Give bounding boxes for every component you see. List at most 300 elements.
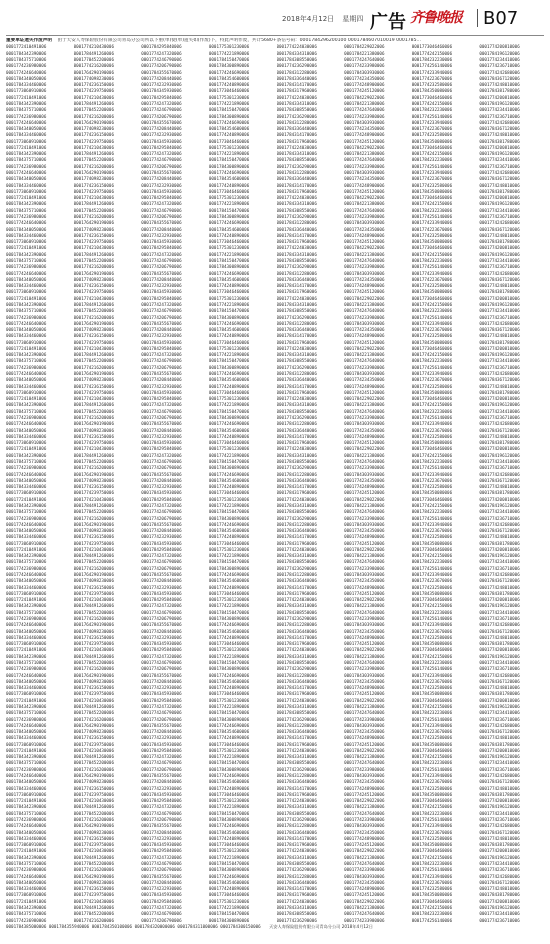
ticket-number: 0001784336440006 [276,176,317,182]
ticket-number: 0001784334310006 [276,502,317,508]
ticket-number: 0001774248900006 [344,785,385,791]
ticket-number: 0001774232930006 [141,232,182,238]
ticket-number: 0001774232930006 [141,685,182,691]
ticket-number: 0001784232230006 [411,710,453,716]
ticket-number: 0001784221380006 [344,452,385,458]
ticket-number: 0001774247320006 [141,653,182,659]
ticket-number: 0001774232930006 [141,132,182,138]
ticket-number: 0001772410491006 [6,94,47,100]
ticket-number: 0001784350080006 [411,590,453,596]
ticket-number: 0001774233980006 [344,264,385,270]
ticket-number: 0001774239750006 [73,590,114,596]
ticket-number: 0001784355670006 [141,119,182,125]
ticket-number: 0001775301230006 [208,195,250,201]
ticket-number: 0001774246690006 [208,421,250,427]
ticket-number: 0001774216200006 [73,917,114,923]
ticket-number: 0001784312280006 [276,773,317,779]
ticket-number: 0001774233940006 [411,69,453,75]
ticket-number: 0001784229022006 [344,396,385,402]
ticket-number: 0001774248010006 [479,785,520,791]
ticket-number: 0001774236150006 [73,584,114,590]
ticket-number: 0001784491260006 [73,653,114,659]
ticket-number: 0001774200810006 [479,195,520,201]
ticket-number: 0001784317960006 [276,641,317,647]
ticket-number: 0001784314170006 [276,584,317,590]
ticket-number: 0001774248900006 [344,433,385,439]
ticket-number: 0001774245120006 [344,389,385,395]
ticket-number: 0001774206790006 [141,264,182,270]
ticket-number: 0001784345930006 [141,389,182,395]
ticket-number: 0001784314170006 [276,182,317,188]
ticket-number: 0001773046460006 [411,496,453,502]
ticket-number: 0001784342390006 [6,754,47,760]
ticket-number: 0001784491260006 [73,251,114,257]
ticket-number: 0001784317960006 [276,188,317,194]
ticket-number: 0001774098230006 [73,779,114,785]
ticket-number: 0001774246790006 [141,710,182,716]
ticket-number: 0001774248010006 [479,835,520,841]
ticket-number: 0001784491260006 [73,151,114,157]
ticket-number: 0001784196120006 [479,352,520,358]
ticket-number: 0001774236290006 [276,465,317,471]
ticket-number: 0001774216200006 [73,867,114,873]
ticket-number: 0001774236710006 [479,716,520,722]
ticket-number: 0001774236710006 [479,616,520,621]
ticket-number: 0001784342390006 [6,352,47,358]
ticket-number: 0001784314170006 [276,333,317,339]
ticket-number: 0001773046460006 [411,798,453,804]
ticket-number: 0001774234350006 [344,528,385,534]
ticket-number: 0001774223670006 [411,377,453,383]
ticket-number: 0001784342390006 [6,452,47,458]
ticket-number: 0001784336440006 [276,477,317,483]
ticket-number: 0001774210430006 [73,496,114,502]
ticket-number: 0001774248900006 [344,484,385,490]
ticket-number: 0001770452200006 [73,308,114,314]
ticket-number: 0001784334460006 [6,283,47,289]
ticket-number: 0001774245120006 [344,892,385,898]
ticket-number: 0001774240890006 [208,634,250,640]
ticket-number: 0001773046460006 [411,295,453,301]
ticket-number: 0001774234410006 [479,157,520,163]
ticket-number: 0001774234350006 [344,578,385,584]
ticket-number: 0001774236290006 [276,515,317,521]
ticket-number: 0001774247320006 [141,402,182,408]
ticket-number: 0001774208440006 [141,427,182,433]
ticket-number: 0001772410491006 [6,546,47,552]
ticket-number-grid [6,44,544,923]
ticket-number: 0001774236290006 [276,214,317,219]
ticket-number: 0001784308550006 [276,710,317,716]
ticket-number: 0001774234410006 [479,760,520,766]
ticket-number: 0001774221890006 [208,754,250,760]
ticket-number: 0001784308550006 [276,408,317,414]
ticket-number: 0001774098230006 [73,729,114,735]
ticket-number: 0001784229022006 [344,647,385,653]
ticket-number: 0001784345930006 [141,691,182,697]
ticket-number: 0001784308550006 [276,308,317,314]
notice-intro: 由于天安人寿保险股份有限公司青岛分公司所以下重(单)使(单)遗失如(作废)下，特此声明作废，共计5680+条信号码：0001784296200100 0001784607010019 0001785... [57,38,421,43]
ticket-number: 0001770452200006 [73,659,114,665]
newspaper-logo: 齐鲁晚报 [410,10,462,26]
ticket-number: 0001773046460006 [411,747,453,753]
ticket-number: 0001774210430006 [73,898,114,904]
ticket-number: 0001774233940006 [411,773,453,779]
ticket-number: 0001774246640006 [6,320,47,326]
ticket-number: 0001774221890006 [208,201,250,207]
ticket-number: 0001774216200006 [73,465,114,471]
ticket-number: 0001774246690006 [208,119,250,125]
ticket-number: 0001774245120006 [344,88,385,94]
ticket-number: 0001784303930006 [344,471,385,477]
ticket-number: 0001784196120006 [479,50,520,56]
ticket-number: 0001784221380006 [344,50,385,56]
ticket-number: 0001774098230006 [73,75,114,81]
ticket-number: 0001774200810006 [479,94,520,100]
ticket-number: 0001774223670006 [411,729,453,735]
ticket-number: 0001774236150006 [73,333,114,339]
ticket-number: 0001774236980006 [6,917,47,923]
ticket-number: 0001784381780006 [479,88,520,94]
ticket-number: 0001784303930006 [344,170,385,176]
ticket-number: 0001774200810006 [479,496,520,502]
ticket-number: 0001774245120006 [344,741,385,747]
ticket-number: 0001774221890006 [208,703,250,709]
ticket-number: 0001774247320006 [141,50,182,56]
ticket-number: 0001773060910006 [6,188,47,194]
date-text: 2018年4月12日 [282,15,335,23]
ticket-number: 0001770452200006 [73,559,114,565]
ticket-number: 0001784150470006 [208,56,250,62]
ticket-number: 0001774247640006 [344,308,385,314]
ticket-number: 0001784221380006 [344,301,385,307]
ticket-number: 0001774232930006 [141,484,182,490]
ticket-number: 0001764290190006 [73,220,114,226]
ticket-number: 0001784342390006 [6,904,47,910]
ticket-number: 0001784354600006 [208,628,250,634]
ticket-number: 0001774232580006 [411,484,453,490]
ticket-number: 0001774232580006 [411,886,453,892]
page-header [0,0,550,36]
ticket-number: 0001774246640006 [6,69,47,75]
ticket-number: 0001774245120006 [344,188,385,194]
ticket-number: 0001774242150006 [411,804,453,810]
ticket-number: 0001774232580006 [411,685,453,691]
ticket-number: 0001774224030006 [276,44,317,50]
ticket-number: 0001774239750006 [73,289,114,295]
ticket-number: 0001784334460006 [6,584,47,590]
ticket-number: 0001784345930006 [141,239,182,245]
ticket-number: 0001774236150006 [73,82,114,88]
ticket-number: 0001774240890006 [208,232,250,238]
ticket-number: 0001774247640006 [344,207,385,213]
ticket-number: 0001774247640006 [344,358,385,364]
ticket-number: 0001764290190006 [73,69,114,75]
ticket-number: 0001784232230006 [411,207,453,213]
ticket-number: 0001784314170006 [276,785,317,791]
ticket-number: 0001784317960006 [276,540,317,546]
ticket-number: 0001774239750006 [73,440,114,446]
ticket-number: 0001784367120006 [479,779,520,785]
ticket-number: 0001774234410006 [479,710,520,716]
ticket-number: 0001784336440006 [276,75,317,81]
ticket-number: 0001774210430006 [73,245,114,251]
ticket-number: 0001784334460006 [6,685,47,691]
ticket-number: 0001774232930006 [141,383,182,389]
ticket-number: 0001774208440006 [141,377,182,383]
ticket-number: 0001784312280006 [276,270,317,276]
ticket-number: 0001784375710006 [6,710,47,716]
ticket-number: 0001772410491006 [6,747,47,753]
ticket-number: 0001784334460006 [6,886,47,892]
ticket-number: 0001774246640006 [6,220,47,226]
ticket-number: 0001774239750006 [73,691,114,697]
ticket-number: 0001774098230006 [73,377,114,383]
ticket-number: 0001784491260006 [73,703,114,709]
ticket-number: 0001774248900006 [344,232,385,238]
ticket-number: 0001774232930006 [141,735,182,741]
ticket-number: 0001772410491006 [6,144,47,150]
ticket-number: 0001784300890006 [208,515,250,521]
ticket-number: 0001784312280006 [276,371,317,377]
ticket-number: 0001775301230006 [208,396,250,402]
ticket-number: 0001774245120006 [344,138,385,144]
ticket-number: 0001774232930006 [141,534,182,540]
ticket-number: 0001784295840006 [141,597,182,603]
ticket-number: 0001784367120006 [479,829,520,835]
ticket-number: 0001784345930006 [141,540,182,546]
ticket-number: 0001772410491006 [6,798,47,804]
ticket-number: 0001784303930006 [344,773,385,779]
weekday-text: 星期四 [342,15,364,23]
ticket-number: 0001784303930006 [344,371,385,377]
ticket-number: 0001774234350006 [344,75,385,81]
ticket-number: 0001784355670006 [141,672,182,678]
ticket-number: 0001774248900006 [344,735,385,741]
ticket-number: 0001784150470006 [208,157,250,163]
ticket-number: 0001770452200006 [73,911,114,917]
ticket-number: 0001784375710006 [6,810,47,816]
ticket-number: 0001784355670006 [141,722,182,728]
ticket-number: 0001773046460006 [411,44,453,50]
ticket-number: 0001784367120006 [479,678,520,684]
ticket-number: 0001784354600006 [208,829,250,835]
ticket-number: 0001784221380006 [344,100,385,106]
ticket-number: 0001774233980006 [344,766,385,772]
ticket-number: 0001784317960006 [276,289,317,295]
ticket-number: 0001784295840006 [141,848,182,854]
ticket-number: 0001774242680006 [479,119,520,125]
ticket-number: 0001774234410006 [479,207,520,213]
ticket-number: 0001784350080006 [411,289,453,295]
ticket-number: 0001774236980006 [6,214,47,219]
ticket-number: 0001774248900006 [344,182,385,188]
ticket-number: 0001784355670006 [141,622,182,628]
ticket-number: 0001774234410006 [479,911,520,917]
ticket-number: 0001774256140006 [411,666,453,672]
ticket-number: 0001774246690006 [208,672,250,678]
ticket-number: 0001774236710006 [479,63,520,69]
ticket-number: 0001784229022006 [344,697,385,703]
ticket-number: 0001784312280006 [276,823,317,829]
ticket-number: 0001784300890006 [208,867,250,873]
ticket-number: 0001784381780006 [479,741,520,747]
ticket-number: 0001784221380006 [344,201,385,207]
ticket-number: 0001774246640006 [6,371,47,377]
ticket-number: 0001774242680006 [479,320,520,326]
ticket-number: 0001774234350006 [344,879,385,885]
ticket-number: 0001764290190006 [73,773,114,779]
ticket-number: 0001773046460006 [411,94,453,100]
ticket-number: 0001784232230006 [411,609,453,615]
ticket-number: 0001784312280006 [276,69,317,75]
ticket-number: 0001774236980006 [6,666,47,672]
ticket-number: 0001784381780006 [479,138,520,144]
header-divider [477,9,478,27]
ticket-number: 0001774240890006 [208,484,250,490]
ticket-number: 0001774208440006 [141,528,182,534]
ticket-number: 0001784336440006 [276,327,317,333]
ticket-number: 0001784312280006 [276,572,317,578]
ticket-number: 0001784334310006 [276,603,317,609]
ticket-number: 0001773060910006 [6,641,47,647]
ticket-number: 0001764290190006 [73,823,114,829]
ticket-number: 0001774210430006 [73,848,114,854]
ticket-number: 0001774236710006 [479,515,520,521]
ticket-number: 0001784303930006 [344,622,385,628]
ticket-number: 0001784196120006 [479,100,520,106]
ticket-number: 0001774208440006 [141,276,182,282]
ticket-number: 0001772410491006 [6,44,47,50]
ticket-number: 0001774210430006 [73,94,114,100]
ticket-number: 0001784342390006 [6,50,47,56]
ticket-number: 0001774233980006 [344,113,385,119]
ticket-number: 0001784232230006 [411,559,453,565]
ticket-number: 0001772410491006 [6,195,47,201]
ticket-number: 0001784367120006 [479,427,520,433]
ticket-number: 0001774234410006 [479,559,520,565]
ticket-number: 0001784232230006 [411,157,453,163]
issue-date [282,14,369,24]
ticket-number: 0001774246690006 [208,622,250,628]
ticket-number: 0001774236980006 [6,817,47,822]
ticket-number: 0001774236980006 [6,565,47,571]
ticket-number: 0001774233980006 [344,867,385,873]
ticket-number: 0001774232580006 [411,132,453,138]
ticket-number: 0001774234410006 [479,308,520,314]
ticket-number: 0001774233980006 [344,314,385,320]
ticket-number: 0001774216200006 [73,264,114,270]
ticket-number: 0001773060910006 [6,88,47,94]
ticket-number: 0001784350080006 [411,339,453,345]
ticket-number: 0001774236980006 [6,264,47,270]
ticket-number: 0001774224030006 [276,446,317,452]
ticket-number: 0001784221380006 [344,754,385,760]
ticket-number: 0001784317960006 [276,741,317,747]
ticket-number: 0001774236710006 [479,364,520,370]
ticket-number: 0001784314170006 [276,433,317,439]
ticket-number: 0001784150470006 [208,659,250,665]
ticket-number: 0001784367120006 [479,126,520,132]
ticket-number: 0001784308550006 [276,107,317,113]
ticket-number: 0001784336440006 [276,377,317,383]
ticket-number: 0001774256140006 [411,364,453,370]
ticket-number: 0001774233980006 [344,666,385,672]
ticket-number: 0001774233980006 [344,465,385,471]
ticket-number: 0001784221380006 [344,603,385,609]
ticket-number: 0001774236710006 [479,766,520,772]
ticket-number: 0001774247640006 [344,157,385,163]
ticket-number: 0001774239750006 [73,188,114,194]
ticket-number: 0001784196120006 [479,452,520,458]
ticket-number: 0001784314170006 [276,886,317,892]
ticket-number: 0001770452200006 [73,509,114,515]
ticket-number: 0001784336440006 [276,528,317,534]
ticket-number: 0001784317960006 [276,691,317,697]
ticket-number: 0001784381780006 [479,691,520,697]
ticket-number: 0001784381780006 [479,892,520,898]
ticket-number: 0001774234350006 [344,276,385,282]
ticket-number: 0001774221890006 [208,402,250,408]
ticket-number: 0001784300890006 [208,766,250,772]
ticket-number: 0001770452200006 [73,710,114,716]
ticket-number: 0001784308550006 [276,157,317,163]
ticket-number: 0001774233940006 [411,371,453,377]
ticket-number: 0001784354600006 [208,126,250,132]
ticket-number: 0001774236290006 [276,616,317,621]
ticket-number: 0001773060910006 [6,791,47,797]
ticket-number: 0001774232580006 [411,383,453,389]
ticket-number: 0001773060910006 [6,540,47,546]
ticket-number: 0001773046460006 [411,245,453,251]
ticket-number: 0001774234410006 [479,408,520,414]
ticket-number: 0001774256140006 [411,113,453,119]
ticket-number: 0001784336440006 [276,578,317,584]
ticket-number: 0001784350080006 [411,88,453,94]
ticket-number: 0001774246790006 [141,408,182,414]
ticket-number: 0001784340050006 [6,829,47,835]
ticket-number: 0001774236980006 [6,616,47,621]
ticket-number: 0001774098230006 [73,427,114,433]
ticket-number: 0001774236710006 [479,817,520,822]
ticket-number: 0001784354600006 [208,327,250,333]
ticket-number: 0001774233940006 [411,270,453,276]
ticket-number: 0001784375710006 [6,257,47,263]
ticket-number: 0001772410491006 [6,898,47,904]
ticket-number: 0001784336440006 [276,678,317,684]
ticket-number: 0001774206790006 [141,163,182,169]
ticket-number: 0001784354600006 [208,528,250,534]
ticket-number: 0001774236290006 [276,63,317,69]
ticket-number: 0001773046460006 [208,188,250,194]
ticket-number: 0001784308550006 [276,860,317,866]
ticket-number: 0001774247640006 [344,659,385,665]
ticket-number: 0001784221380006 [344,703,385,709]
ticket-number: 0001774246790006 [141,56,182,62]
ticket-number: 0001774240890006 [208,534,250,540]
ticket-number: 0001784150470006 [208,509,250,515]
ticket-number: 0001774239750006 [73,490,114,496]
ticket-number: 0001774247640006 [344,458,385,464]
ticket-number: 0001784300890006 [208,465,250,471]
ticket-number: 0001784350080006 [411,691,453,697]
ticket-number: 0001774246640006 [6,773,47,779]
ticket-number: 0001784334310006 [276,703,317,709]
ticket-number: 0001784345930006 [141,741,182,747]
ticket-number: 0001784367120006 [479,176,520,182]
ticket-number: 0001784150470006 [208,257,250,263]
ticket-number: 0001774236150006 [73,886,114,892]
